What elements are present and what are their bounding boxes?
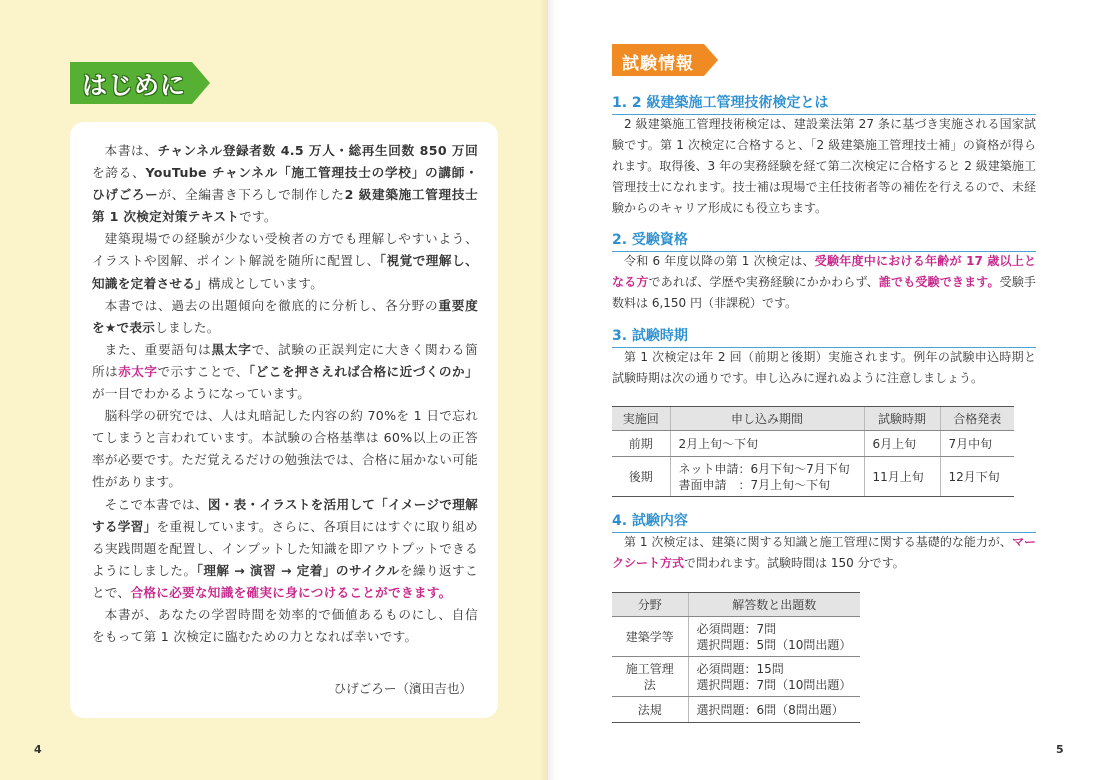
text-run: を繰り返すことで、 [92,562,478,600]
text-run: が一目でわかるようになっています。 [92,386,311,402]
text-run: 脳科学の研究では、人は丸暗記した内容の約 70%を 1 日で忘れてしまうと言われています。本試験の合格基準は 60%以上の正答率が必要です。ただ覚えるだけの勉強法では、合格に届かない可能性があります。 [92,408,478,490]
bold-text: 「視覚で理解し、知識を定着させる」 [92,253,478,291]
section-body-eligibility [612,251,1036,314]
text-run: そこで本書では、 [104,496,208,512]
page-number-left: 4 [34,743,42,756]
exam-info-heading-tag [612,44,718,76]
text-run: で、試験の正誤判定に大きく関わる箇所は [92,341,478,379]
text-run: で示すことで、 [157,363,249,379]
text-run: 2 級建築施工管理技術検定は、建設業法第 27 条に基づき実施される国家試験です。第 1 次検定に合格すると、「2 級建築施工管理技士補」の資格が得られます。取得後、3 年の実務経験を経て第二次検定に合格すると 2 級建築施工管理技士になれます。技士補は現場で主任技術者等の補佐を行えるので、未経験からのキャリア形成にも役立ちます。 [612,117,1036,215]
table-cell: 7月中旬 [940,431,1014,457]
table-cell [670,431,864,457]
text-run: また、重要語句は [104,341,212,357]
table-cell: 12月下旬 [940,457,1014,497]
schedule-header: 試験時期 [864,407,940,431]
section-heading-content: 4. 試験内容 [612,510,1036,533]
bold-text: 図・表・イラストを活用して「イメージで理解する学習」 [92,496,478,534]
intro-paragraph [92,295,478,339]
text-run: 本書では、過去の出題傾向を徹底的に分析し、各分野の [104,297,439,313]
text-run: 第 1 次検定は、建築に関する知識と施工管理に関する基礎的な能力が、 [624,535,1012,549]
section-paragraph [612,532,1036,574]
schedule-header: 申し込み期間 [670,407,864,431]
cell-line: 必須問題：15問 [696,661,784,676]
text-run: 第 1 次検定は年 2 回（前期と後期）実施されます。例年の試験申込時期と試験時期は次の通りです。申し込みに遅れぬように注意しましょう。 [612,350,1036,385]
highlight-text: 受験年度中における年齢が 17 歳以上となる方 [612,254,1036,289]
text-run: です。 [239,209,277,225]
table-cell: 法規 [612,697,688,723]
table-row [612,617,860,657]
table-cell: 11月上旬 [864,457,940,497]
bold-text: 「どこを押さえれば合格に近づくのか」 [248,363,478,379]
table-cell [670,457,864,497]
highlight-text: マークシート方式 [612,535,1036,570]
cell-line: 書面申請 ：7月上旬～下旬 [678,477,831,492]
table-row [612,697,860,723]
table-cell [688,697,860,723]
field-header: 分野 [612,593,688,617]
text-run: が、全編書き下ろしで制作した [158,187,345,203]
text-run: 受験手数料は 6,150 円（非課税）です。 [612,275,1036,310]
table-row [612,431,1014,457]
cell-line: 選択問題：7問（10問出題） [696,677,852,692]
text-run: を誇る、 [92,165,146,181]
text-run: を重視しています。さらに、各項目にはすぐに取り組める実践問題を配置し、インプットした知識を即アウトプットできるようにしました。 [92,518,479,578]
bold-text: 黒太字 [211,341,252,357]
schedule-header: 実施回 [612,407,670,431]
intro-paragraph [92,228,478,294]
section-heading-schedule: 3. 試験時期 [612,325,1036,348]
text-run: 本書が、あなたの学習時間を効率的で価値あるものにし、自信をもって第 1 次検定に臨むための力となれば幸いです。 [92,606,478,645]
bold-text: 重要度を★で表示 [92,297,479,335]
intro-heading-tag [70,62,210,104]
author-signature: ひげごろー（濱田吉也） [333,681,472,696]
schedule-table [612,406,1014,497]
intro-paragraph [92,494,478,604]
right-page [548,0,1100,780]
section-body-schedule [612,347,1036,389]
page-gutter [540,0,556,780]
cell-line: ネット申請：6月下旬～7月下旬 [678,461,850,476]
table-cell: 前期 [612,431,670,457]
left-page [0,0,548,780]
bold-text: チャンネル登録者数 4.5 万人・総再生回数 850 万回 [157,143,478,158]
intro-paragraph [92,339,478,405]
section-paragraph [612,114,1036,219]
section-body-content [612,532,1036,574]
bold-text: 「理解 → 演習 → 定着」のサイクル [196,562,400,578]
intro-paragraph [92,604,478,648]
page-number-right: 5 [1056,743,1064,756]
cell-line: 2月上旬～下旬 [678,436,759,451]
cell-line: 必須問題：7問 [696,621,777,636]
exam-info-heading: 試験情報 [622,54,694,74]
intro-heading: はじめに [82,71,187,100]
bold-text: YouTube チャンネル「施工管理技士の学校」の講師・ひげごろー [92,165,479,203]
intro-paragraph [92,140,478,228]
section-paragraph [612,347,1036,389]
text-run: であれば、学歴や実務経験にかかわらず、 [648,275,879,289]
section-body-overview [612,114,1036,219]
field-header: 解答数と出題数 [688,593,860,617]
table-cell: 建築学等 [612,617,688,657]
text-run: 本書は、 [104,143,158,158]
schedule-header: 合格発表 [940,407,1014,431]
intro-text-box [70,122,498,718]
text-run: 構成としています。 [208,275,324,291]
table-cell: 施工管理法 [612,657,688,697]
table-cell [688,617,860,657]
bold-text: 2 級建築施工管理技士 第 1 次検定対策テキスト [92,187,479,225]
text-run: で問われます。試験時間は 150 分です。 [684,556,905,570]
section-heading-eligibility: 2. 受験資格 [612,229,1036,252]
text-run: 令和 6 年度以降の第 1 次検定は、 [624,254,815,268]
highlight-text: 誰でも受験できます。 [878,275,1000,289]
cell-line: 選択問題：5問（10問出題） [696,637,852,652]
text-run: しました。 [155,319,220,335]
section-paragraph [612,251,1036,314]
intro-paragraph [92,405,478,493]
table-cell: 後期 [612,457,670,497]
highlight-text: 合格に必要な知識を確実に身につけることができます。 [130,584,452,600]
section-heading-overview: 1. 2 級建築施工管理技術検定とは [612,92,1036,115]
cell-line: 選択問題：6問（8問出題） [696,702,844,717]
text-run: 建築現場での経験が少ない受検者の方でも理解しやすいよう、イラストや図解、ポイント解説を随所に配置し、 [92,231,478,269]
table-row [612,457,1014,497]
table-cell: 6月上旬 [864,431,940,457]
table-cell [688,657,860,697]
highlight-text: 赤太字 [118,363,158,379]
field-table [612,592,860,723]
table-row [612,657,860,697]
